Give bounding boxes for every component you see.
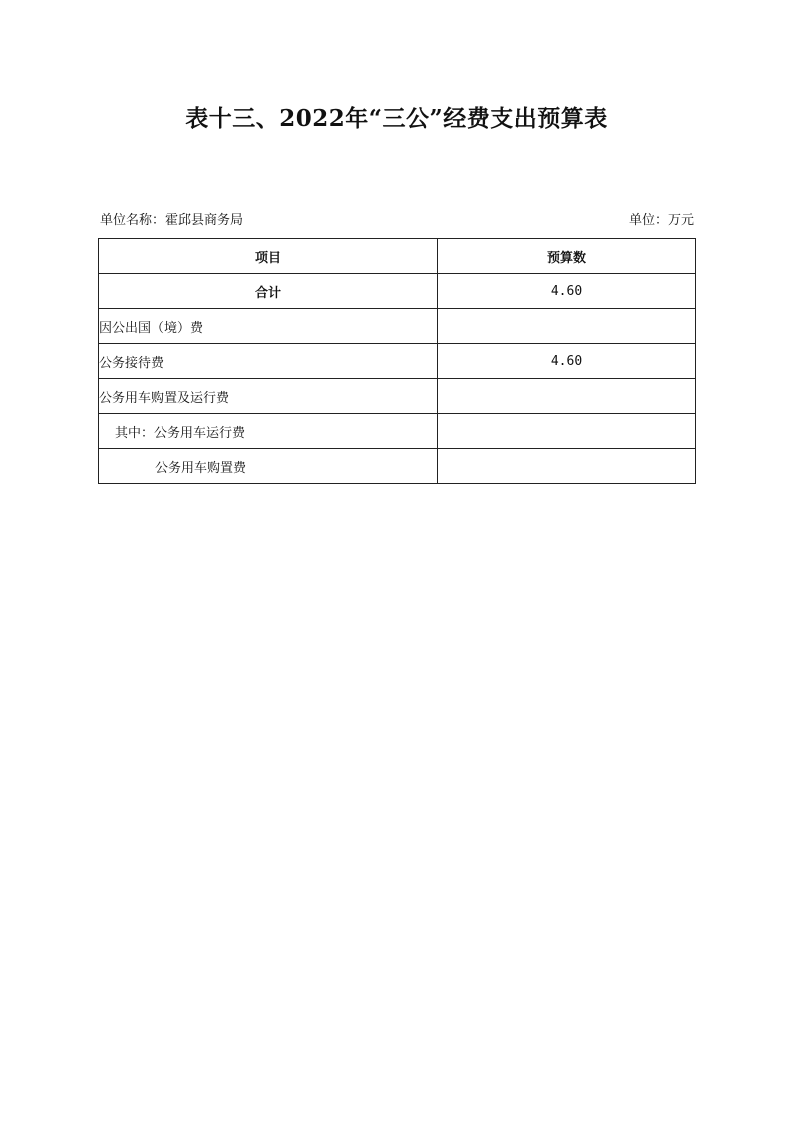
unit-name-label: 单位名称：霍邱县商务局: [100, 213, 244, 228]
table-row: [99, 449, 696, 484]
row-value-vehicle-total: [438, 379, 696, 414]
row-label-reception: 公务接待费: [99, 344, 438, 379]
row-value-vehicle-purchase: [438, 449, 696, 484]
table-row: [99, 344, 696, 379]
unit-label: 单位：万元: [628, 213, 694, 228]
row-label-overseas-travel: 因公出国（境）费: [99, 309, 438, 344]
table-row-total: [99, 274, 696, 309]
row-value-total: 4.60: [438, 274, 696, 309]
row-label-vehicle-total: 公务用车购置及运行费: [99, 379, 438, 414]
row-label-vehicle-purchase: 公务用车购置费: [99, 449, 438, 484]
row-value-vehicle-operation: [438, 414, 696, 449]
row-value-overseas-travel: [438, 309, 696, 344]
table-row: [99, 379, 696, 414]
table-row: [99, 414, 696, 449]
column-header-budget: 预算数: [438, 239, 696, 274]
column-header-item: 项目: [99, 239, 438, 274]
row-label-total: 合计: [99, 274, 438, 309]
row-value-reception: 4.60: [438, 344, 696, 379]
table-row: [99, 309, 696, 344]
table-header-row: [99, 239, 696, 274]
table-meta-row: [100, 209, 694, 227]
budget-table: [98, 238, 696, 484]
row-label-vehicle-operation: 其中：公务用车运行费: [99, 414, 438, 449]
page-title: 表十三、2022年“三公”经费支出预算表: [185, 105, 608, 132]
